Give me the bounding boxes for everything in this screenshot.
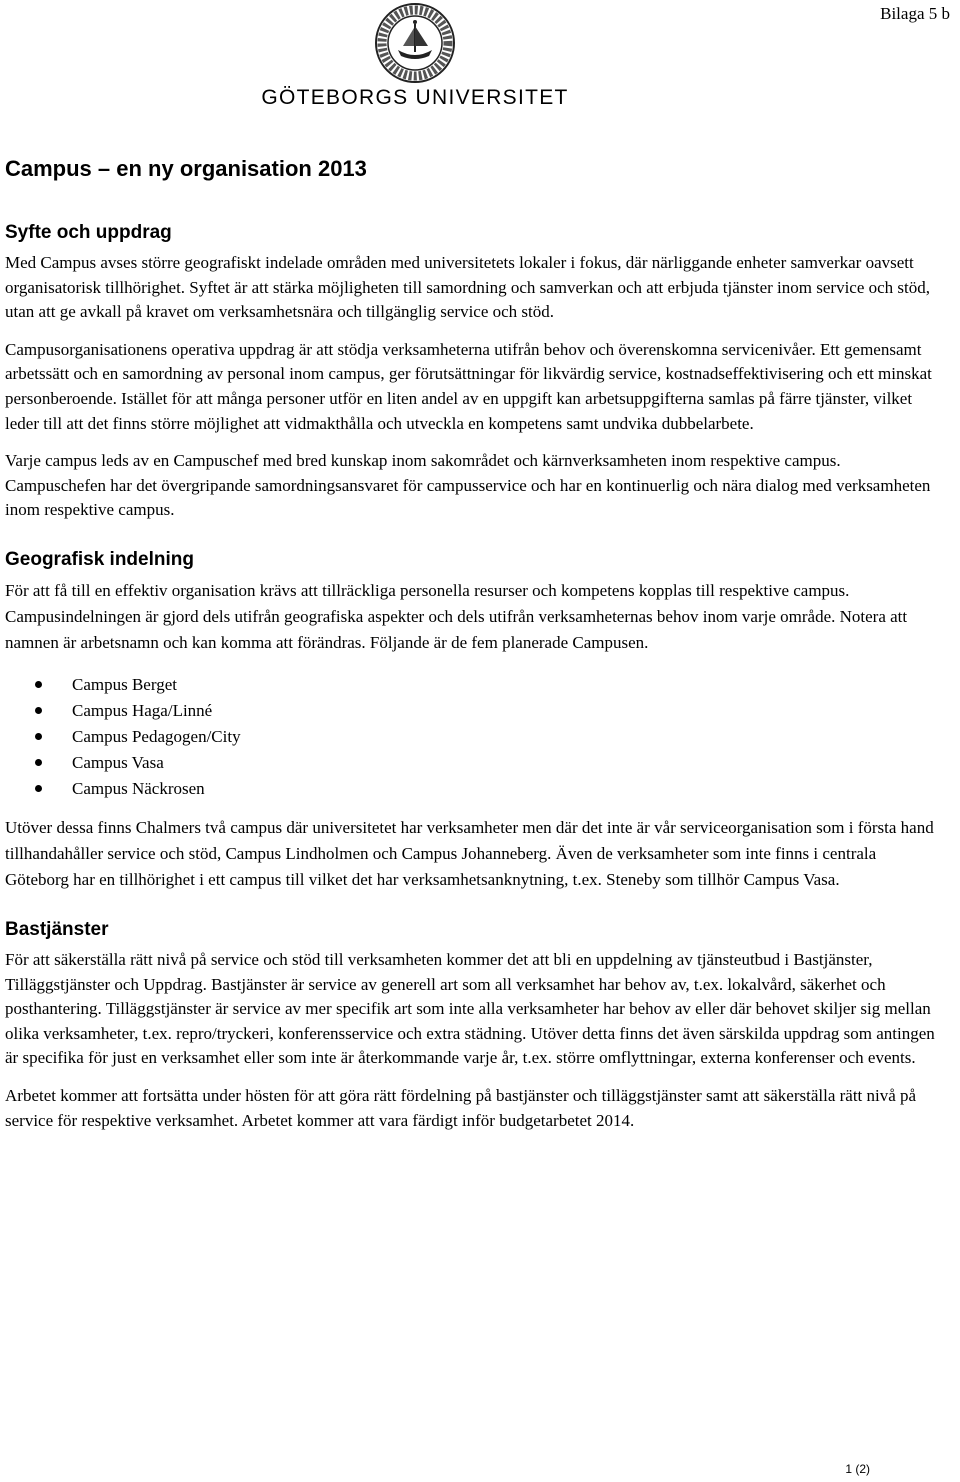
- university-logo: [250, 2, 580, 112]
- paragraph: Campusorganisationens operativa uppdrag är att stödja verksamheterna utifrån behov och överenskomna servicenivåer. Ett gemensamt arbetssätt och en samordning av personal inom campus, ger förutsättningar för likvärdig service, kostnadseffektivisering och ett minskat personberoende. Istället för att många personer utför en liten andel av en uppgift kan arbetsuppgifterna samlas på färre tjänster, vilket leder till att det finns större möjlighet att vidmakthålla och utveckla en kompetens samt undvika dubbelarbete.: [5, 339, 932, 433]
- paragraph: Arbetet kommer att fortsätta under hösten för att göra rätt fördelning på bastjänster och tilläggstjänster samt att säkerställa rätt nivå på service för respektive verksamhet. Arbetet kommer att vara färdigt inför budgetarbetet 2014.: [5, 1085, 917, 1130]
- document-title: Campus – en ny organisation 2013: [5, 156, 367, 181]
- page-number: 1 (2): [845, 1462, 870, 1476]
- section-bastjanster: [5, 919, 935, 1133]
- list-item: Campus Vasa: [5, 750, 935, 776]
- section-heading-syfte: Syfte och uppdrag: [5, 222, 172, 243]
- list-item: Campus Pedagogen/City: [5, 724, 935, 750]
- list-item: Campus Näckrosen: [5, 776, 935, 802]
- university-name: GÖTEBORGS UNIVERSITET: [261, 86, 569, 109]
- paragraph: Utöver dessa finns Chalmers två campus där universitetet har verksamheter men där det inte är vår serviceorganisation som i första hand tillhandahåller service och stöd, Campus Lindholmen och Campus Johanneberg. Även de verksamheter som inte finns i centrala Göteborg har en tillhörighet i ett campus till vilket det har verksamhetsanknytning, t.ex. Steneby som tillhör Campus Vasa.: [5, 817, 934, 889]
- annex-label: Bilaga 5 b: [880, 4, 950, 23]
- list-item: Campus Haga/Linné: [5, 698, 935, 724]
- list-item: Campus Berget: [5, 672, 935, 698]
- campus-list: [5, 672, 935, 802]
- section-heading-bastjanster: Bastjänster: [5, 918, 109, 940]
- paragraph: Varje campus leds av en Campuschef med bred kunskap inom sakområdet och kärnverksamheten inom respektive campus. Campuschefen har det övergripande samordningsansvaret för campusservice och har en kontinuerlig och nära dialog med verksamheten inom respektive campus.: [5, 451, 931, 520]
- section-geografisk: [5, 549, 935, 893]
- paragraph: Med Campus avses större geografiskt indelade områden med universitetets lokaler i fokus, där närliggande enheter samverkar oavsett organisatorisk tillhörighet. Syftet är att stärka möjligheten till samordning och samverkan och att erbjuda tjänster inom service och stöd, utan att ge avkall på kravet om verksamhetsnära och tillgänglig service och stöd.: [5, 253, 931, 322]
- paragraph: För att få till en effektiv organisation krävs att tillräckliga personella resurser och kompetens kopplas till respektive campus. Campusindelningen är gjord dels utifrån geografiska aspekter och dels utifrån verksamheternas behov inom varje område. Notera att namnen är arbetsnamn och kan komma att förändras. Följande är de fem planerade Campusen.: [5, 580, 908, 652]
- paragraph: För att säkerställa rätt nivå på service och stöd till verksamheten kommer det att bli en uppdelning av tjänsteutbud i Bastjänster, Tilläggstjänster och Uppdrag. Bastjänster är service av generell art som all verksamhet har behov av, t.ex. lokalvård, säkerhet och posthantering. Tilläggstjänster är service av mer specifik art som inte alla verksamheter har behov av eller där behovet skiljer sig mellan olika verksamheter, t.ex. repro/tryckeri, konferensservice och extra städning. Utöver detta finns det även särskilda uppdrag som antingen är specifika för just en verksamhet eller som inte är återkommande varje år, t.ex. större omflyttningar, externa konferenser och events.: [5, 949, 935, 1068]
- university-seal-icon: [374, 2, 456, 84]
- section-heading-geografisk: Geografisk indelning: [5, 548, 194, 570]
- document-body: [5, 150, 935, 1146]
